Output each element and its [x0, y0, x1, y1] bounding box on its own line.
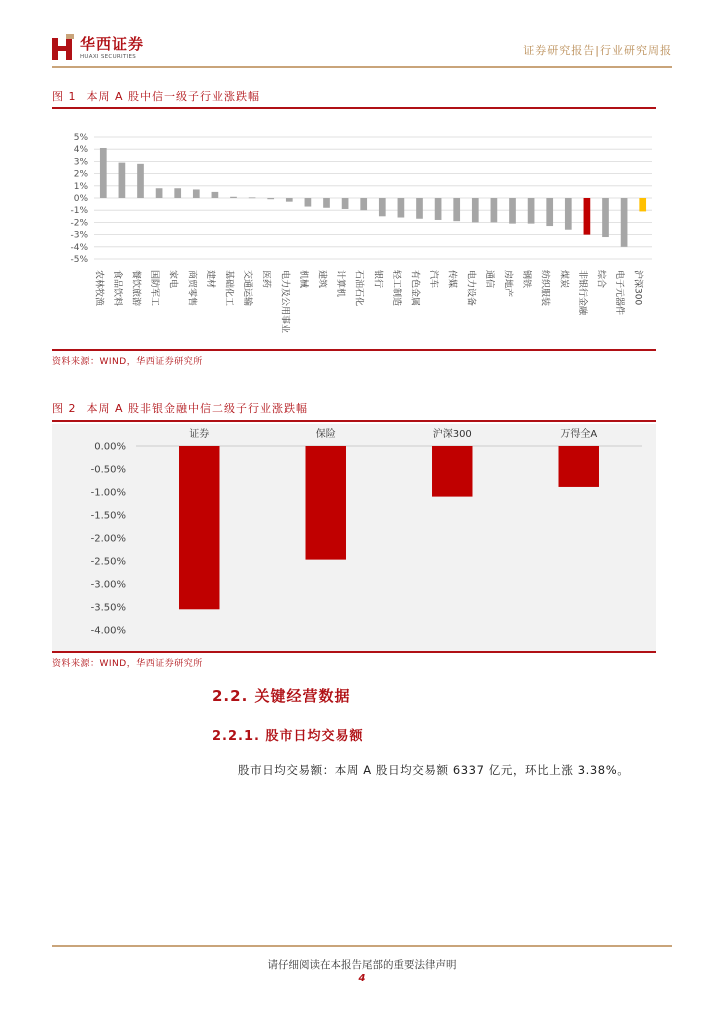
figure1-label: 图 1: [52, 90, 77, 103]
logo-text: 华西证券: [80, 35, 145, 53]
report-type: 证券研究报告|行业研究周报: [523, 44, 672, 57]
chart1-bar: [137, 164, 144, 198]
chart1-category-label: 通信: [483, 270, 494, 289]
chart1-bar: [267, 198, 274, 199]
chart1-category-label: 电力及公用事业: [279, 270, 290, 334]
chart1-category-label: 纺织服装: [539, 270, 550, 307]
chart2-ytick-label: -1.00%: [90, 487, 126, 499]
chart1-bar: [286, 198, 293, 202]
chart1-bar: [416, 198, 423, 219]
chart1-category-label: 国防军工: [149, 270, 160, 307]
chart1-bar: [565, 198, 572, 230]
chart2-ytick-label: -3.00%: [90, 579, 126, 591]
chart1-bar: [119, 163, 126, 198]
chart1-category-label: 餐饮旅游: [130, 270, 141, 307]
figure1-bottom-rule: [52, 349, 656, 351]
chart1-category-label: 传媒: [446, 270, 457, 289]
section-heading: 2.2. 关键经营数据: [212, 687, 351, 705]
chart1-category-label: 建筑: [316, 270, 327, 289]
chart1-category-label: 石油石化: [353, 270, 364, 307]
chart1-bar: [528, 198, 535, 224]
chart2-bar: [559, 446, 599, 487]
figure2-title: [52, 400, 308, 416]
chart1-bar: [212, 192, 219, 198]
figure1-title: [52, 88, 260, 104]
chart1-ytick-label: 1%: [73, 181, 88, 192]
footer-disclaimer: 请仔细阅读在本报告尾部的重要法律声明: [267, 959, 457, 971]
figure2-title-text: 本周 A 股非银金融中信二级子行业涨跌幅: [86, 402, 309, 415]
chart1-category-label: 钢铁: [521, 270, 532, 289]
chart1-category-label: 沪深300: [632, 270, 643, 306]
header-divider: [52, 66, 672, 68]
figure2-bottom-rule: [52, 651, 656, 653]
chart1-bar: [546, 198, 553, 226]
chart2-bar: [306, 446, 346, 560]
chart1-bar: [342, 198, 349, 209]
chart1-bar: [156, 188, 163, 198]
chart1-ytick-label: -5%: [70, 255, 88, 265]
chart1-ytick-label: -2%: [70, 218, 88, 229]
chart1-bar: [230, 197, 237, 198]
chart2-ytick-label: -4.00%: [90, 625, 126, 637]
chart1-category-label: 食品饮料: [111, 270, 122, 307]
chart1-category-label: 综合: [595, 270, 606, 289]
chart1-category-label: 轻工制造: [390, 270, 401, 307]
chart2-category-label: 证券: [189, 429, 210, 440]
chart1-category-label: 汽车: [428, 270, 439, 289]
chart1-category-label: 家电: [167, 270, 178, 289]
chart1-category-label: 商贸零售: [186, 270, 197, 307]
subsection-heading: 2.2.1. 股市日均交易额: [212, 729, 364, 744]
chart2-bar: [432, 446, 472, 497]
chart2-ytick-label: -0.50%: [90, 464, 126, 476]
chart1-bar: [584, 198, 591, 235]
chart1-ytick-label: 3%: [73, 157, 88, 168]
body-paragraph: 股市日均交易额：本周 A 股日均交易额 6337 亿元，环比上涨 3.38%。: [238, 763, 630, 777]
chart1-bar: [193, 189, 200, 198]
chart1-bar: [249, 197, 256, 198]
figure2-top-rule: [52, 420, 656, 422]
figure1-source: 资料来源：WIND，华西证券研究所: [52, 357, 203, 367]
chart1-bar: [621, 198, 628, 247]
chart2-category-label: 万得全A: [560, 429, 598, 440]
chart2-category-label: 保险: [315, 429, 336, 440]
chart1-bar: [472, 198, 479, 222]
chart1-category-label: 银行: [372, 270, 383, 289]
chart1-bar: [491, 198, 498, 222]
chart1-category-label: 非银行金融: [576, 270, 587, 316]
chart1-bar: [360, 198, 367, 210]
chart1-ytick-label: 4%: [73, 145, 88, 156]
chart1-bar: [435, 198, 442, 220]
chart2-svg: [52, 424, 656, 651]
chart1-bar: [379, 198, 386, 216]
chart1-ytick-label: -1%: [70, 206, 88, 217]
chart1-ytick-label: 2%: [73, 169, 88, 180]
figure2-label: 图 2: [52, 402, 77, 415]
chart1-category-label: 有色金属: [409, 270, 420, 307]
chart1-bar: [453, 198, 460, 221]
chart1-category-label: 医药: [260, 270, 271, 289]
chart1-ytick-label: 0%: [73, 194, 88, 204]
chart1-category-label: 建材: [204, 270, 215, 289]
huaxi-logo-icon: [52, 34, 74, 60]
chart1-bar: [602, 198, 609, 237]
chart2-ytick-label: -3.50%: [90, 602, 126, 614]
chart1-category-label: 煤炭: [558, 270, 569, 289]
figure1-top-rule: [52, 107, 656, 109]
chart1-bar: [323, 198, 330, 208]
chart1-bar: [305, 198, 312, 207]
chart1-ytick-label: -3%: [70, 230, 88, 241]
chart1-category-label: 电力设备: [465, 270, 476, 307]
chart1-bar: [639, 198, 646, 211]
page-number: 4: [358, 973, 366, 984]
chart1-category-label: 电子元器件: [614, 270, 625, 316]
chart1-svg: [52, 111, 656, 349]
chart1-bar: [174, 188, 181, 198]
figure1-chart-area: [52, 111, 656, 349]
chart1-category-label: 交通运输: [242, 270, 253, 307]
chart1-ytick-label: -4%: [70, 242, 88, 253]
chart2-category-label: 沪深300: [432, 429, 472, 440]
figure1-title-text: 本周 A 股中信一级子行业涨跌幅: [86, 90, 261, 103]
chart2-ytick-label: -2.50%: [90, 556, 126, 568]
figure2-chart-area: [52, 424, 656, 651]
page-header: [52, 28, 672, 70]
figure2-source: 资料来源：WIND，华西证券研究所: [52, 659, 203, 669]
chart1-ytick-label: 5%: [73, 133, 88, 143]
chart2-ytick-label: 0.00%: [94, 441, 126, 453]
chart1-category-label: 计算机: [335, 270, 346, 298]
chart1-category-label: 机械: [297, 270, 308, 289]
chart1-bar: [509, 198, 516, 224]
chart2-ytick-label: -2.00%: [90, 533, 126, 545]
logo-english-text: HUAXI SECURITIES: [80, 54, 137, 60]
footer-divider: [52, 945, 672, 947]
chart1-bar: [398, 198, 405, 218]
chart1-category-label: 房地产: [502, 270, 513, 298]
chart1-category-label: 农林牧渔: [93, 270, 104, 307]
chart2-bar: [179, 446, 219, 609]
chart2-ytick-label: -1.50%: [90, 510, 126, 522]
chart1-category-label: 基础化工: [223, 270, 234, 307]
chart1-bar: [100, 148, 107, 198]
